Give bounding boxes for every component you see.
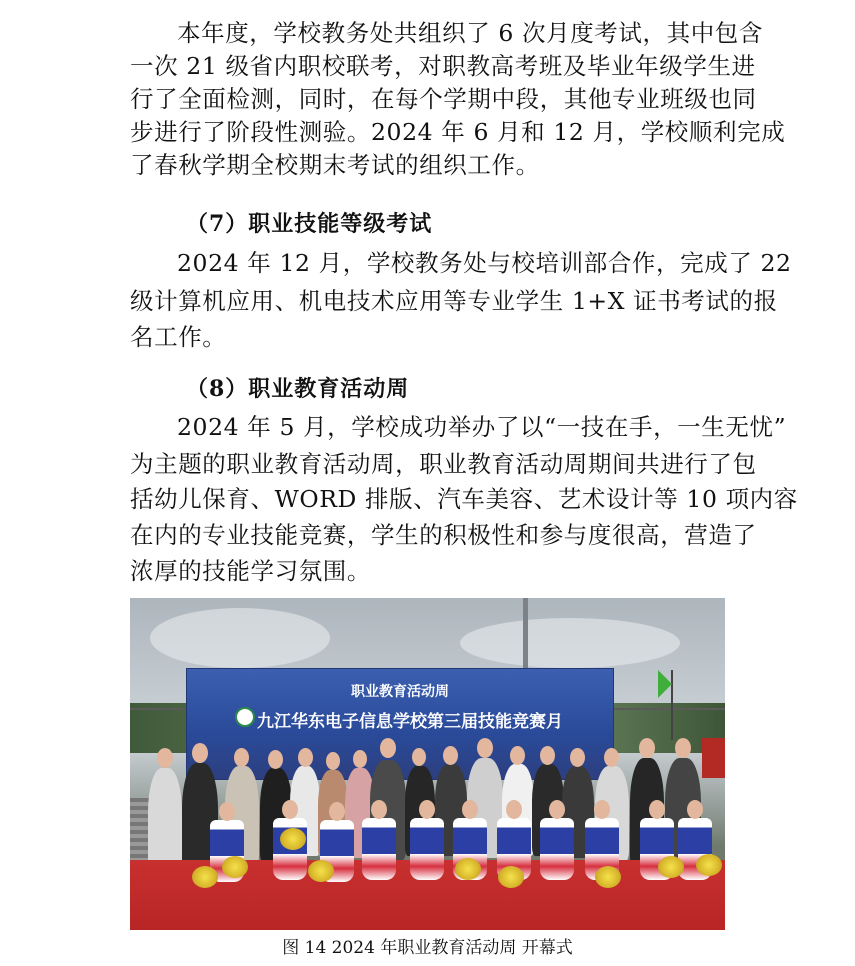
event-photo [130,598,725,930]
text-line: 名工作。 [130,323,227,351]
pom-pom [455,858,481,880]
cheerleader [540,818,574,880]
cloud [460,618,680,668]
face [477,738,493,758]
face [192,743,208,763]
text-line: 在内的专业技能竞赛，学生的积极性和参与度很高，营造了 [130,521,757,549]
section-heading-8: （8）职业教育活动周 [186,376,410,402]
section-heading-7: （7）职业技能等级考试 [186,211,433,237]
text-line: 级计算机应用、机电技术应用等专业学生 1+X 证书考试的报 [130,287,778,315]
face [268,750,283,769]
banner-subtitle: 九江华东电子信息学校第三届技能竞赛月 [257,712,563,732]
pom-pom [222,856,248,878]
text-line: 浓厚的技能学习氛围。 [130,557,371,585]
text-line: 为主题的职业教育活动周，职业教育活动周期间共进行了包 [130,450,757,478]
cheerleader [362,818,396,880]
face [326,752,340,770]
face [506,800,522,819]
text-line: 一次 21 级省内职校联考，对职教高考班及毕业年级学生进 [130,52,756,80]
face [353,750,367,768]
face [443,746,458,765]
pom-pom [192,866,218,888]
face [371,800,387,819]
text-line: 了春秋学期全校期末考试的组织工作。 [130,151,540,179]
face [462,800,478,819]
face [380,738,396,758]
figure-caption: 图 14 2024 年职业教育活动周 开幕式 [282,938,573,958]
cloud [150,608,330,668]
text-line: 行了全面检测，同时，在每个学期中段，其他专业班级也同 [130,85,757,113]
face [234,748,249,767]
face [687,800,703,819]
face [594,800,610,819]
cheerleader [410,818,444,880]
face [549,800,565,819]
face [675,738,691,758]
face [412,748,426,766]
text-line: 2024 年 12 月，学校教务处与校培训部合作，完成了 22 [177,249,792,277]
flag-icon [658,670,672,698]
face [649,800,665,819]
text-line: 2024 年 5 月，学校成功举办了以“一技在手，一生无忧” [177,413,787,441]
face [157,748,173,768]
face [329,802,345,821]
pom-pom [498,866,524,888]
school-logo-icon [235,707,255,727]
light-pole [523,598,528,673]
face [510,746,525,765]
face [419,800,435,819]
face [540,746,555,765]
pom-pom [658,856,684,878]
text-line: 括幼儿保育、WORD 排版、汽车美容、艺术设计等 10 项内容 [130,485,798,513]
banner-title: 职业教育活动周 [351,684,449,700]
pom-pom [308,860,334,882]
pom-pom [280,828,306,850]
face [282,800,298,819]
face [570,748,585,767]
text-line: 本年度，学校教务处共组织了 6 次月度考试，其中包含 [177,19,763,47]
red-banner [702,738,725,778]
face [298,748,313,767]
face [219,802,235,821]
face [604,748,619,767]
face [639,738,655,758]
pom-pom [696,854,722,876]
text-line: 步进行了阶段性测验。2024 年 6 月和 12 月，学校顺利完成 [130,118,786,146]
pom-pom [595,866,621,888]
